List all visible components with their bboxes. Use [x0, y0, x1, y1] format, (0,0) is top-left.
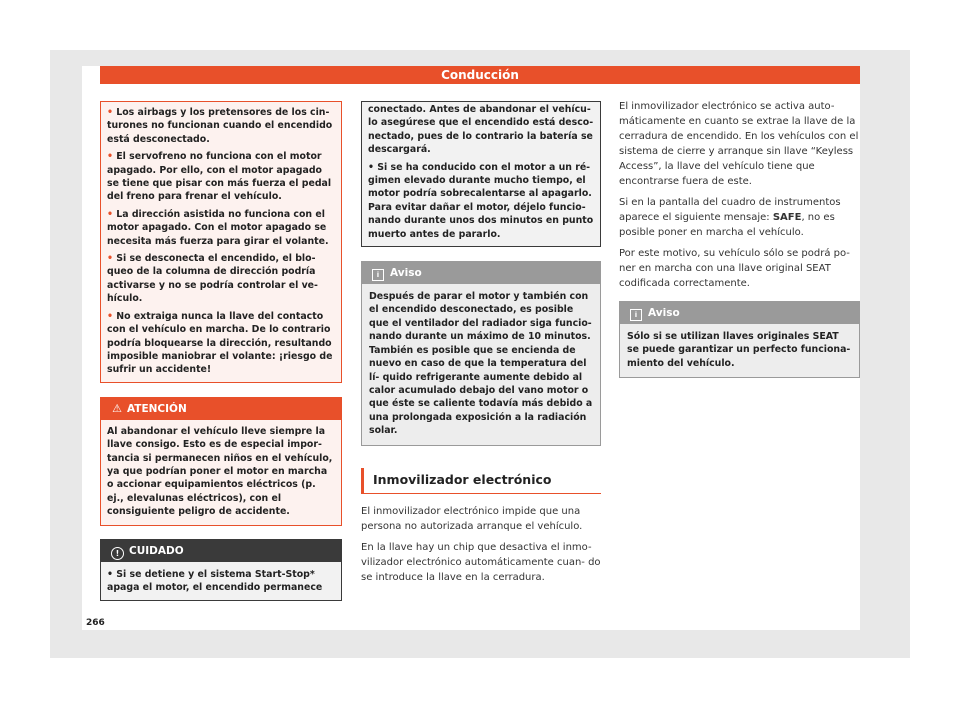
warning-label: ATENCIÓN	[127, 402, 187, 415]
display-message-code: SAFE	[772, 212, 802, 223]
info-icon: i	[372, 269, 384, 281]
paragraph: Por este motivo, su vehículo sólo se podrá po- ner en marcha con una llave original SEAT codificada correctamente.	[619, 248, 850, 289]
paragraph: Si en la pantalla del cuadro de instrumentos aparece el siguiente mensaje: SAFE, no es posible poner en marcha el vehículo.	[619, 197, 841, 238]
paragraph: El inmovilizador electrónico se activa auto- máticamente en cuanto se extrae la llave de la cerradura de encendido. En los vehículos con el sistema de cierre y arranque sin llave “Keyless Access”, la llave del vehículo tiene que encontrarse fuera de este.	[619, 101, 859, 187]
note-label: Aviso	[390, 267, 422, 280]
right-body	[619, 99, 860, 291]
column-middle	[361, 101, 601, 591]
note-label: Aviso	[648, 307, 680, 319]
list-item: • Si se desconecta el encendido, el blo- queo de la columna de dirección podría activarse y no se podría controlar el ve- hículo.	[107, 253, 318, 305]
list-item: • La dirección asistida no funciona con el motor apagado. Con el motor apagado se necesita más fuerza para girar el volante.	[107, 208, 329, 247]
column-left	[100, 101, 342, 601]
info-icon: i	[630, 309, 642, 321]
note-header	[362, 262, 600, 284]
care-label: CUIDADO	[129, 544, 184, 557]
chapter-header: Conducción	[100, 66, 860, 84]
care-header	[101, 540, 341, 562]
list-item: • Si se ha conducido con el motor a un ré- gimen elevado durante mucho tiempo, el motor podría sobrecalentarse al apagarlo. Para evitar dañar el motor, déjelo funcio- nando durante unos dos minutos en punto muerto antes de pararlo.	[368, 161, 594, 240]
warning-text: Al abandonar el vehículo lleve siempre la llave consigo. Esto es de especial impor- tancia si permanecen niños en el vehículo, ya que podrían poner el motor en marcha o accionar equipamientos eléctricos (p. ej., elevalunas eléctricos), con el consiguiente peligro de accidente.	[101, 420, 341, 525]
column-right	[619, 101, 860, 378]
section-title: Inmovilizador electrónico	[361, 468, 601, 494]
page-number: 266	[86, 618, 105, 628]
note-text: Después de parar el motor y también con el encendido desconectado, es posible que el ventilador del radiador siga funcio- nando durante un máximo de 10 minutos. También es posible que se encienda de nuevo en caso de que la temperatura del lí- quido refrigerante aumente debido al calor acumulado debajo del vano motor o que éste se caliente todavía más debido a una prolongada exposición a la radiación solar.	[362, 284, 600, 444]
note-box	[361, 261, 601, 445]
section-body	[361, 504, 601, 585]
note-text: Sólo si se utilizan llaves originales SEAT se puede garantizar un perfecto funciona- miento del vehículo.	[620, 324, 859, 377]
paragraph: En la llave hay un chip que desactiva el inmo- vilizador electrónico automáticamente cuan- do se introduce la llave en la cerradura.	[361, 541, 601, 583]
care-continuation-text: conectado. Antes de abandonar el vehícu- lo asegúrese que el encendido está desco- nectado, pues de lo contrario la batería se descargará.	[368, 104, 594, 156]
list-item: • Los airbags y los pretensores de los cin- turones no funcionan cuando el encendido está desconectado.	[107, 107, 333, 145]
note-box	[619, 301, 860, 378]
care-box	[100, 539, 342, 602]
exclamation-circle-icon: !	[111, 547, 124, 560]
warning-box	[100, 397, 342, 526]
care-text: • Si se detiene y el sistema Start-Stop* apaga el motor, el encendido permanece	[101, 562, 341, 601]
warning-continuation-box	[100, 101, 342, 383]
note-header	[620, 302, 859, 324]
warning-triangle-icon: ⚠	[112, 401, 122, 415]
list-item: • El servofreno no funciona con el motor apagado. Por ello, con el motor apagado se tiene que pisar con más fuerza el pedal del freno para frenar el vehículo.	[107, 151, 332, 203]
care-continuation-box	[361, 101, 601, 247]
list-item: • No extraiga nunca la llave del contacto con el vehículo en marcha. De lo contrario podría bloquearse la dirección, resultando imposible maniobrar el volante: ¡riesgo de sufrir un accidente!	[107, 310, 333, 376]
warning-header	[101, 398, 341, 420]
paragraph: El inmovilizador electrónico impide que una persona no autorizada arranque el vehículo.	[361, 505, 583, 532]
